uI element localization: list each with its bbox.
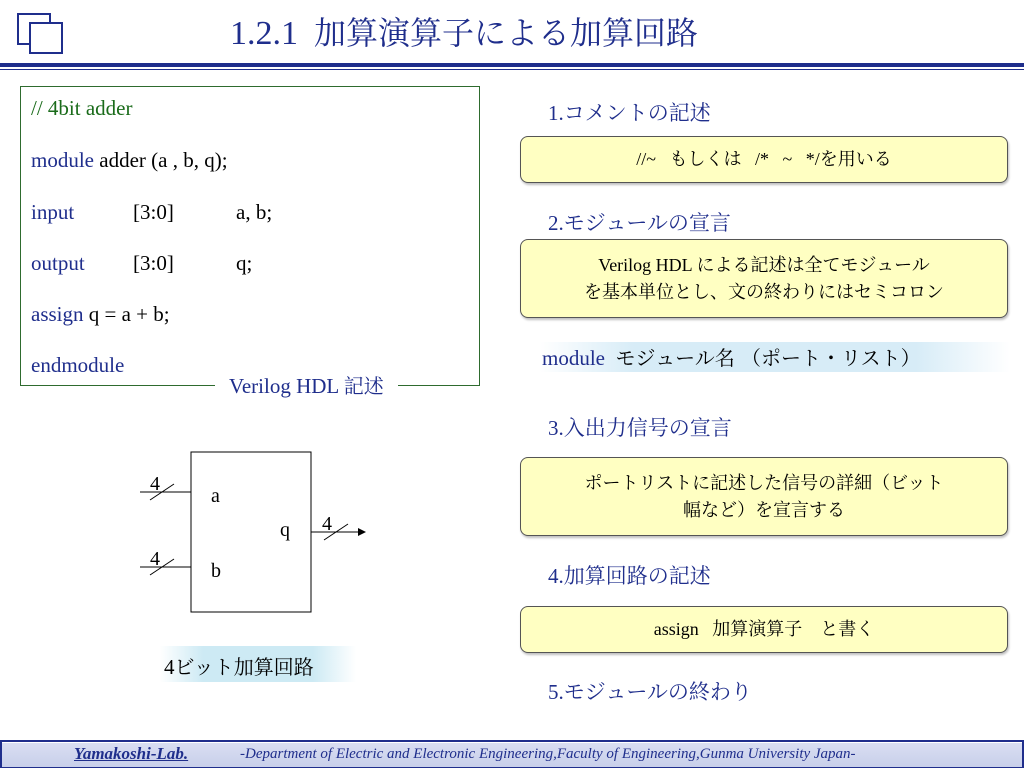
section-2-number: 2. bbox=[548, 211, 564, 235]
slide-title bbox=[230, 8, 698, 54]
port-label-q: q bbox=[280, 519, 290, 541]
section-3-number: 3. bbox=[548, 416, 564, 440]
code-line-assign bbox=[31, 302, 170, 327]
port-label-b: b bbox=[211, 560, 221, 582]
module-syntax bbox=[542, 342, 921, 371]
note-assign-text: 加算演算子 と書く bbox=[712, 619, 875, 640]
code-line-input bbox=[31, 200, 74, 225]
note-box-assign bbox=[520, 606, 1008, 653]
output-names: q; bbox=[236, 251, 253, 275]
section-3-label: 入出力信号の宣言 bbox=[563, 416, 732, 440]
note-comment-slash: //~ bbox=[636, 149, 656, 169]
note-comment-block: /* ~ */ bbox=[755, 149, 820, 169]
header-rule-thin bbox=[0, 69, 1024, 70]
module-syntax-text: モジュール名 （ポート・リスト） bbox=[615, 346, 921, 370]
section-4-number: 4. bbox=[548, 564, 564, 588]
section-1-label: コメントの記述 bbox=[563, 101, 711, 125]
title-text: 加算演算子による加算回路 bbox=[314, 14, 699, 52]
section-4-heading bbox=[548, 560, 711, 590]
note-assign-keyword: assign bbox=[653, 619, 699, 639]
note-box-module bbox=[520, 239, 1008, 318]
title-number: 1.2.1 bbox=[230, 15, 298, 52]
keyword-assign: assign bbox=[31, 302, 84, 326]
section-4-label: 加算回路の記述 bbox=[563, 564, 711, 588]
section-1-heading bbox=[548, 97, 711, 127]
note-module-text-2: を基本単位とし、文の終わりにはセミコロン bbox=[584, 281, 944, 303]
section-5-number: 5. bbox=[548, 680, 564, 704]
width-label-a: 4 bbox=[150, 473, 160, 495]
code-line-module bbox=[31, 148, 228, 173]
note-module-text-1: による記述は全てモジュール bbox=[696, 254, 930, 276]
module-declaration: adder (a , b, q); bbox=[99, 148, 228, 172]
footer-department: -Department of Electric and Electronic Engineering,Faculty of Engineering,Gunma University Japan- bbox=[240, 746, 856, 762]
keyword-input: input bbox=[31, 200, 75, 224]
adder-diagram bbox=[130, 440, 390, 630]
assign-expression: q = a + b; bbox=[88, 302, 170, 326]
diagram-caption bbox=[164, 651, 314, 680]
section-5-heading bbox=[548, 676, 752, 706]
section-3-heading bbox=[548, 412, 732, 442]
note-io-line-1: ポートリストに記述した信号の詳細（ビット bbox=[584, 472, 944, 494]
note-comment-or: もしくは bbox=[669, 149, 742, 170]
header-rule-thick bbox=[0, 63, 1024, 67]
code-line-output bbox=[31, 251, 85, 276]
section-1-number: 1. bbox=[548, 101, 564, 125]
note-box-io bbox=[520, 457, 1008, 536]
note-module-verilog: Verilog HDL bbox=[598, 254, 693, 275]
output-range: [3:0] bbox=[133, 251, 174, 275]
keyword-output: output bbox=[31, 251, 85, 275]
input-range: [3:0] bbox=[133, 200, 174, 224]
output-q-arrow bbox=[358, 528, 366, 536]
caption-kijutsu: 記述 bbox=[343, 374, 384, 398]
module-syntax-keyword: module bbox=[542, 346, 605, 370]
note-io-line-2: 幅など）を宣言する bbox=[683, 499, 845, 521]
logo-square-front bbox=[29, 22, 63, 54]
diagram-caption-text: ビット加算回路 bbox=[174, 655, 314, 679]
verilog-code-box bbox=[20, 86, 480, 386]
port-label-a: a bbox=[211, 485, 220, 507]
adder-block bbox=[191, 452, 311, 612]
diagram-caption-number: 4 bbox=[164, 655, 175, 679]
footer-lab-name: Yamakoshi-Lab. bbox=[74, 744, 189, 763]
section-2-heading bbox=[548, 207, 731, 237]
width-label-q: 4 bbox=[322, 513, 332, 535]
note-comment-use: を用いる bbox=[819, 149, 892, 170]
keyword-endmodule: endmodule bbox=[31, 353, 125, 377]
note-module-line-1 bbox=[598, 252, 930, 279]
width-label-b: 4 bbox=[150, 548, 160, 570]
keyword-module: module bbox=[31, 148, 94, 172]
note-box-comment bbox=[520, 136, 1008, 183]
code-comment: // 4bit adder bbox=[31, 96, 133, 120]
code-box-caption bbox=[215, 370, 398, 399]
caption-verilog-hdl: Verilog HDL bbox=[229, 374, 339, 398]
section-5-label: モジュールの終わり bbox=[563, 680, 752, 704]
input-names: a, b; bbox=[236, 200, 273, 224]
section-2-label: モジュールの宣言 bbox=[563, 211, 731, 235]
